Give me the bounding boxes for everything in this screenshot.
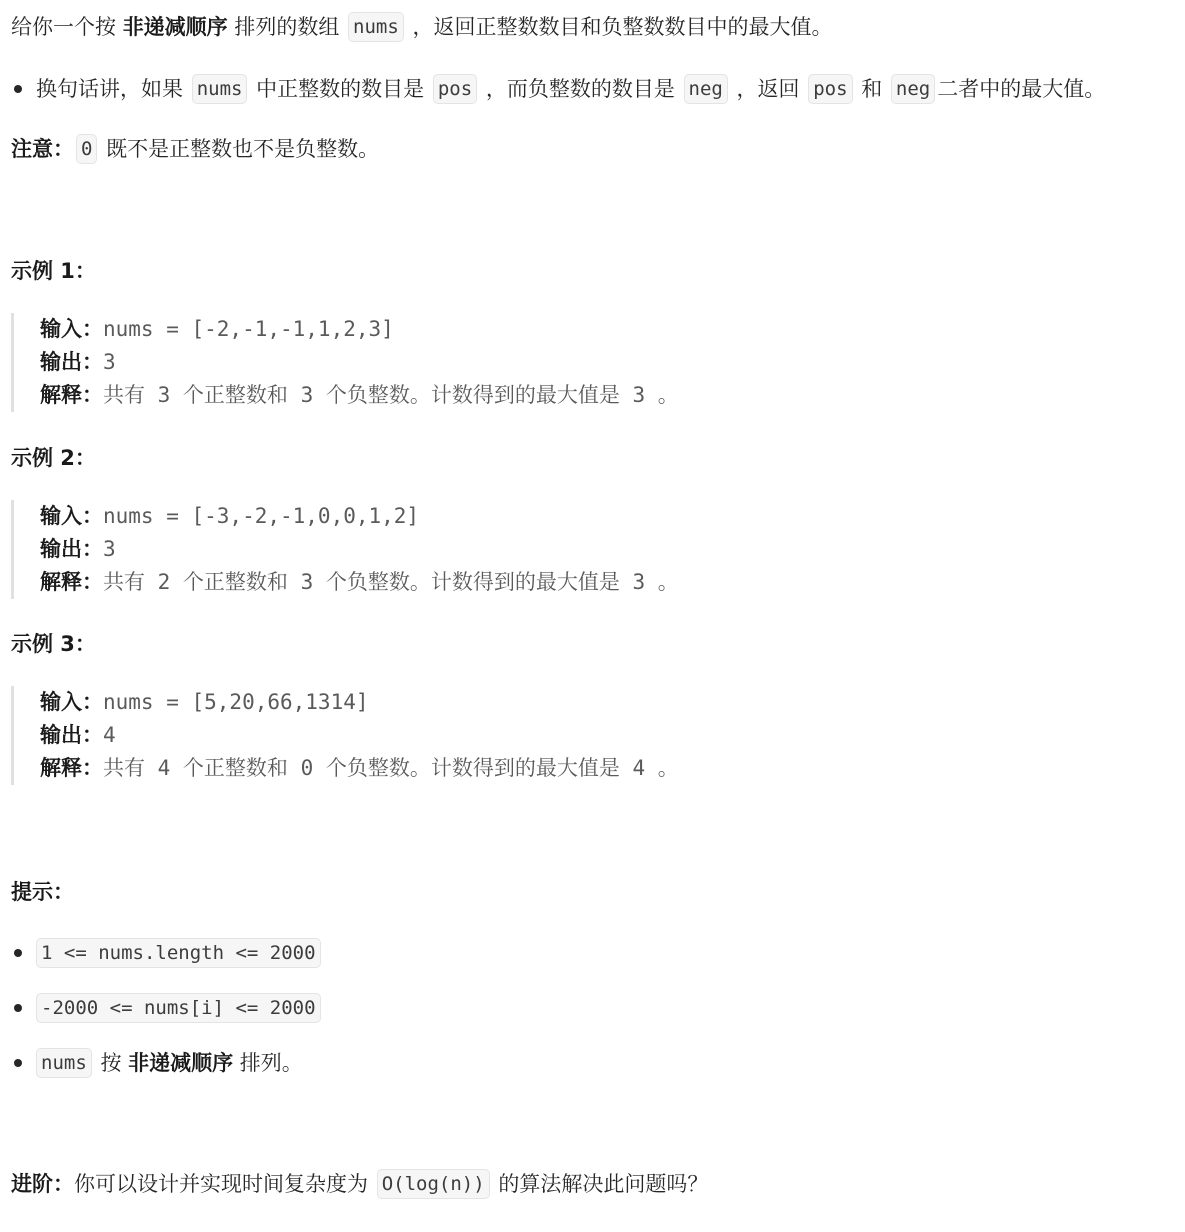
example-block bbox=[11, 500, 1175, 599]
example-input bbox=[40, 313, 1175, 346]
inline-code: O(log(n)) bbox=[377, 1169, 490, 1199]
output-label: 输出： bbox=[40, 723, 103, 747]
explanation-text: 共有 4 个正整数和 0 个负整数。计数得到的最大值是 4 。 bbox=[103, 756, 679, 780]
bullet-text: 和 bbox=[854, 77, 889, 101]
intro-emphasis: 非递减顺序 bbox=[122, 15, 228, 39]
output-label: 输出： bbox=[40, 350, 103, 374]
hints-title: 提示： bbox=[11, 880, 74, 904]
bullet-text: 换句话讲，如果 bbox=[36, 77, 190, 101]
inline-code: neg bbox=[891, 74, 935, 104]
hint-text: 按 bbox=[93, 1051, 129, 1075]
bullet-dot bbox=[14, 1059, 22, 1067]
inline-code: nums bbox=[348, 12, 404, 42]
input-value: nums = [5,20,66,1314] bbox=[103, 690, 369, 714]
note-label: 注意： bbox=[11, 137, 74, 161]
output-value: 4 bbox=[103, 723, 116, 747]
hint-text: 排列。 bbox=[233, 1051, 303, 1075]
input-label: 输入： bbox=[40, 504, 103, 528]
intro-paragraph bbox=[11, 10, 1175, 44]
explanation-text: 共有 3 个正整数和 3 个负整数。计数得到的最大值是 3 。 bbox=[103, 383, 679, 407]
example-explanation bbox=[40, 379, 1175, 412]
input-value: nums = [-2,-1,-1,1,2,3] bbox=[103, 317, 394, 341]
input-label: 输入： bbox=[40, 690, 103, 714]
note-paragraph bbox=[11, 132, 1175, 166]
hint-item bbox=[36, 936, 1175, 970]
example-output bbox=[40, 719, 1175, 752]
example-block bbox=[11, 313, 1175, 412]
example-output bbox=[40, 533, 1175, 566]
inline-code: 1 <= nums.length <= 2000 bbox=[36, 938, 321, 968]
example-explanation bbox=[40, 752, 1175, 785]
example-block bbox=[11, 686, 1175, 785]
bullet-dot bbox=[14, 1004, 22, 1012]
example-title: 示例 2： bbox=[11, 446, 96, 470]
bullet-text: ，返回 bbox=[729, 77, 807, 101]
bullet-text: 二者中的最大值。 bbox=[937, 77, 1106, 101]
followup-label: 进阶： bbox=[11, 1172, 74, 1196]
followup-paragraph bbox=[11, 1167, 1175, 1201]
hint-item bbox=[36, 991, 1175, 1025]
input-label: 输入： bbox=[40, 317, 103, 341]
inline-code: 0 bbox=[76, 134, 97, 164]
explanation-label: 解释： bbox=[40, 570, 103, 594]
example-title: 示例 3： bbox=[11, 632, 96, 656]
followup-text: 的算法解决此问题吗？ bbox=[491, 1172, 709, 1196]
output-value: 3 bbox=[103, 537, 116, 561]
bullet-text: 中正整数的数目是 bbox=[249, 77, 431, 101]
output-label: 输出： bbox=[40, 537, 103, 561]
bullet-item bbox=[36, 72, 1175, 106]
explanation-label: 解释： bbox=[40, 756, 103, 780]
inline-code: nums bbox=[192, 74, 248, 104]
intro-text: 排列的数组 bbox=[227, 15, 347, 39]
bullet-dot bbox=[14, 85, 22, 93]
example-input bbox=[40, 686, 1175, 719]
bullet-text: ，而负整数的数目是 bbox=[479, 77, 682, 101]
example-title: 示例 1： bbox=[11, 259, 96, 283]
hint-item bbox=[36, 1046, 1175, 1080]
note-text: 既不是正整数也不是负整数。 bbox=[99, 137, 380, 161]
bullet-dot bbox=[14, 949, 22, 957]
inline-code: neg bbox=[684, 74, 728, 104]
example-input bbox=[40, 500, 1175, 533]
inline-code: -2000 <= nums[i] <= 2000 bbox=[36, 993, 321, 1023]
intro-text: 给你一个按 bbox=[11, 15, 123, 39]
explanation-text: 共有 2 个正整数和 3 个负整数。计数得到的最大值是 3 。 bbox=[103, 570, 679, 594]
hint-emphasis: 非递减顺序 bbox=[128, 1051, 234, 1075]
output-value: 3 bbox=[103, 350, 116, 374]
inline-code: pos bbox=[433, 74, 477, 104]
intro-text: ，返回正整数数目和负整数数目中的最大值。 bbox=[405, 15, 833, 39]
example-output bbox=[40, 346, 1175, 379]
explanation-label: 解释： bbox=[40, 383, 103, 407]
example-explanation bbox=[40, 566, 1175, 599]
input-value: nums = [-3,-2,-1,0,0,1,2] bbox=[103, 504, 420, 528]
inline-code: nums bbox=[36, 1048, 92, 1078]
inline-code: pos bbox=[808, 74, 852, 104]
followup-text: 你可以设计并实现时间复杂度为 bbox=[74, 1172, 375, 1196]
